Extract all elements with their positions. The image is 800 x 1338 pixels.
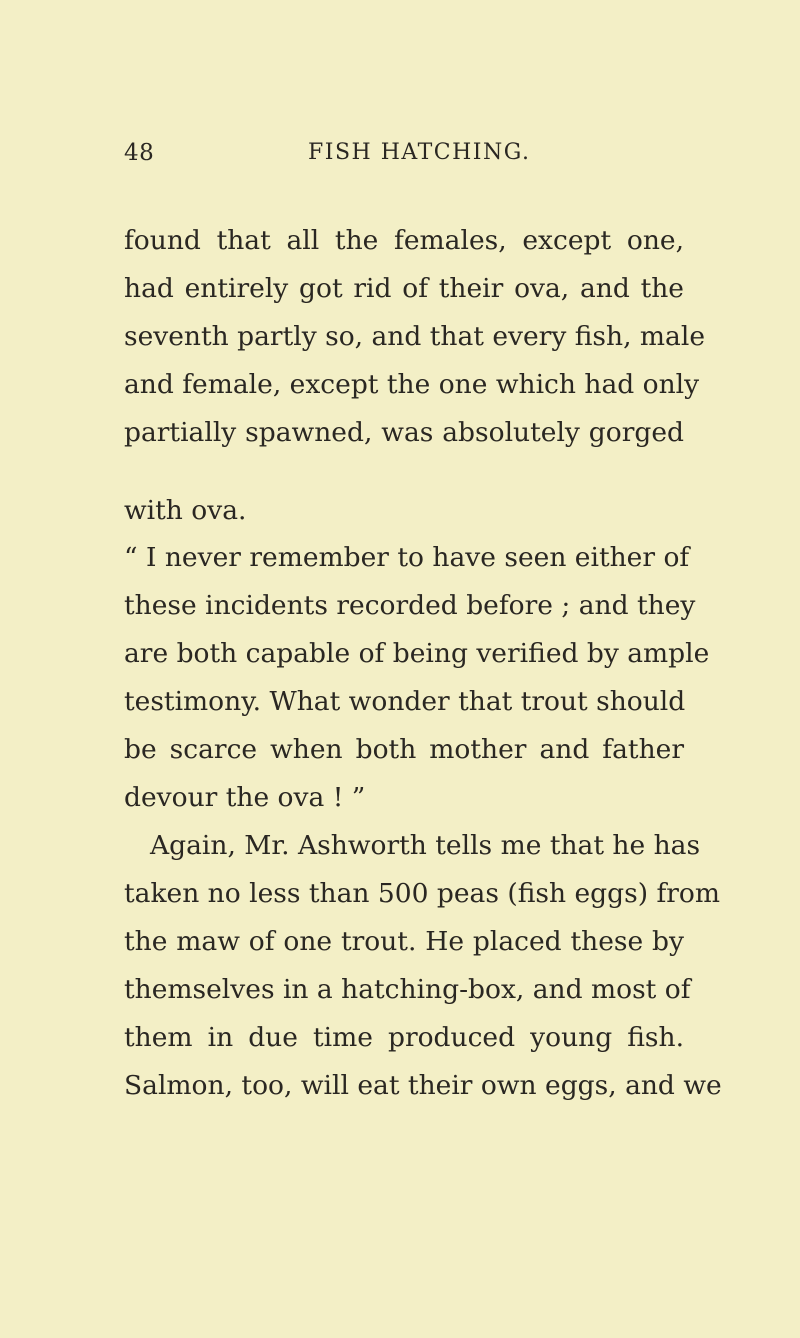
text-line: are both capable of being verified by ample <box>124 638 710 669</box>
text-line: the maw of one trout. He placed these by <box>124 926 684 957</box>
text-line: found that all the females, except one, <box>124 225 684 256</box>
text-line: be scarce when both mother and father <box>124 734 684 765</box>
text-line: devour the ova ! ” <box>124 782 366 813</box>
text-line: seventh partly so, and that every fish, male <box>124 321 706 352</box>
text-line: testimony. What wonder that trout should <box>124 686 686 717</box>
text-line: “ I never remember to have seen either of <box>124 542 690 573</box>
text-line: them in due time produced young fish. <box>124 1022 684 1053</box>
text-line: had entirely got rid of their ova, and the <box>124 273 684 304</box>
text-line: Again, Mr. Ashworth tells me that he has <box>150 830 701 861</box>
running-title: FISH HATCHING. <box>308 140 531 165</box>
text-line: taken no less than 500 peas (fish eggs) from <box>124 878 721 909</box>
text-line: themselves in a hatching-box, and most of <box>124 974 691 1005</box>
text-line: with ova. <box>124 495 247 526</box>
text-line: Salmon, too, will eat their own eggs, and we <box>124 1070 722 1101</box>
page-number: 48 <box>124 140 155 166</box>
text-line: these incidents recorded before ; and they <box>124 590 696 621</box>
page-header <box>124 140 684 176</box>
text-line: partially spawned, was absolutely gorged <box>124 417 684 448</box>
text-line: and female, except the one which had only <box>124 369 700 400</box>
